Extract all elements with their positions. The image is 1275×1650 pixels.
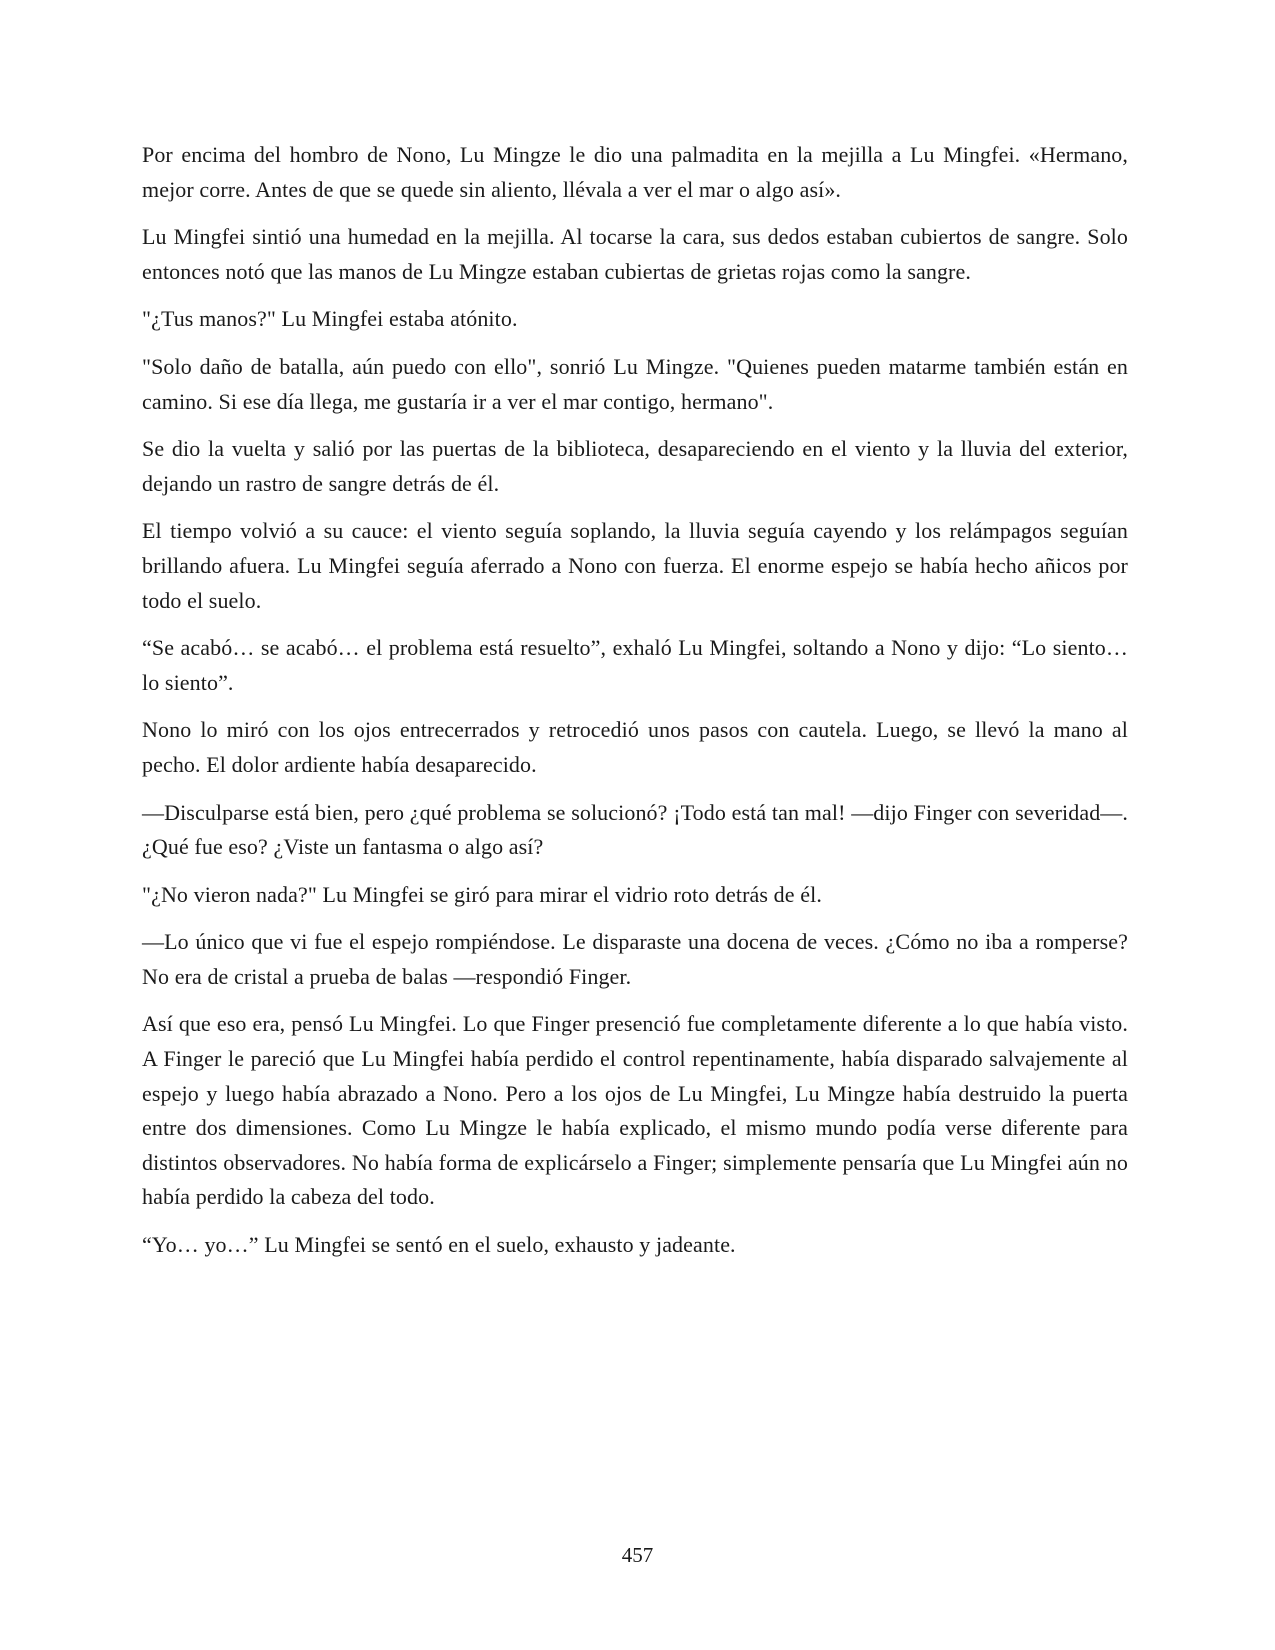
page-number: 457 [621,1543,654,1567]
paragraph: Se dio la vuelta y salió por las puertas de la biblioteca, desapareciendo en el viento y la lluvia del exterior, dejando un rastro de sangre detrás de él. [142,436,1128,496]
paragraph: Así que eso era, pensó Lu Mingfei. Lo que Finger presenció fue completamente diferente a lo que había visto. A Finger le pareció que Lu Mingfei había perdido el control repentinamente, había disparado salvajemente al espejo y luego había abrazado a Nono. Pero a los ojos de Lu Mingfei, Lu Mingze había destruido la puerta entre dos dimensiones. Como Lu Mingze le había explicado, el mismo mundo podía verse diferente para distintos observadores. No había forma de explicárselo a Finger; simplemente pensaría que Lu Mingfei aún no había perdido la cabeza del todo. [142,1011,1128,1210]
paragraph: El tiempo volvió a su cauce: el viento seguía soplando, la lluvia seguía cayendo y los relámpagos seguían brillando afuera. Lu Mingfei seguía aferrado a Nono con fuerza. El enorme espejo se había hecho añicos por todo el suelo. [142,518,1128,613]
paragraph: "¿Tus manos?" Lu Mingfei estaba atónito. [142,306,518,332]
paragraph: "Solo daño de batalla, aún puedo con ello", sonrió Lu Mingze. "Quienes pueden matarme también están en camino. Si ese día llega, me gustaría ir a ver el mar contigo, hermano". [142,353,1128,414]
paragraph: Por encima del hombro de Nono, Lu Mingze le dio una palmadita en la mejilla a Lu Mingfei. «Hermano, mejor corre. Antes de que se quede sin aliento, llévala a ver el mar o algo así». [142,142,1128,202]
paragraph: —Lo único que vi fue el espejo rompiéndose. Le disparaste una docena de veces. ¿Cómo no iba a romperse? No era de cristal a prueba de balas —respondió Finger. [142,929,1128,989]
paragraph: —Disculparse está bien, pero ¿qué problema se solucionó? ¡Todo está tan mal! —dijo Finger con severidad—. ¿Qué fue eso? ¿Viste un fantasma o algo así? [142,799,1128,860]
paragraph: Lu Mingfei sintió una humedad en la mejilla. Al tocarse la cara, sus dedos estaban cubiertos de sangre. Solo entonces notó que las manos de Lu Mingze estaban cubiertas de grietas rojas como la sangre. [142,224,1128,284]
page-body [142,138,1128,1276]
paragraph: "¿No vieron nada?" Lu Mingfei se giró para mirar el vidrio roto detrás de él. [142,881,822,907]
paragraph: “Se acabó… se acabó… el problema está resuelto”, exhaló Lu Mingfei, soltando a Nono y dijo: “Lo siento… lo siento”. [142,635,1128,695]
paragraph: Nono lo miró con los ojos entrecerrados y retrocedió unos pasos con cautela. Luego, se llevó la mano al pecho. El dolor ardiente había desaparecido. [142,717,1128,777]
paragraph: “Yo… yo…” Lu Mingfei se sentó en el suelo, exhausto y jadeante. [142,1232,736,1258]
